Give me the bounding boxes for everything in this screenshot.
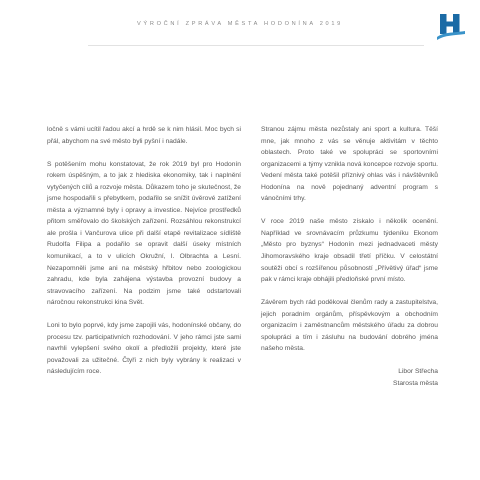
hodonin-h-logo-icon — [436, 12, 466, 42]
paragraph: Stranou zájmu města nezůstaly ani sport a kultura. Těší mne, jak mnoho z vás se věnuje aktivitám v těchto oblastech. Proto také ve spolupráci se sportovními organizacemi a týmy vznikla nová koncepce rozvoje sportu. Vedení města také potěšil příznivý ohlas vás i návštěvníků Hodonína na nově pojednaný adventní program s vánočními trhy. — [261, 126, 438, 203]
paragraph: Loni to bylo poprvé, kdy jsme zapojili vás, hodonínské občany, do procesu tzv. participativních rozhodování. V jeho rámci jste sami navrhli vylepšení svého okolí a předložili projekty, které jste považovali za užitečné. Čtyři z nich byly vybrány k realizaci v následujícím roce. — [47, 322, 241, 376]
signature-title: Starosta města — [393, 380, 438, 388]
right-column — [261, 124, 438, 390]
paragraph: S potěšením mohu konstatovat, že rok 2019 byl pro Hodonín rokem úspěšným, a to jak z hlediska ekonomiky, tak i naplnění vytyčených cílů a rozvoje města. Důkazem toho je skutečnost, že jsme hospodařili s přebytkem, podařilo se snížit úvěrové zatížení města a významné byly i opravy a investice. Nejvíce prostředků přitom směřovalo do školských zařízení. Rozsáhlou rekonstrukcí ale prošla i Vančurova ulice při další etapě revitalizace sídliště Rudolfa Filipa a podařilo se opravit další úseky místních komunikací, a to v ulicích Okružní, I. Olbrachta a Lesní. Nezapomněli jsme ani na městský hřbitov nebo zoologickou zahradu, kde byla zahájena výstavba provozní budovy a stravovacího zařízení. Na podzim jsme také odstartovali náročnou rekonstrukci kina Svět. — [47, 160, 241, 307]
report-title: VÝROČNÍ ZPRÁVA MĚSTA HODONÍNA 2019 — [137, 21, 343, 27]
signature-block — [261, 366, 438, 389]
left-column — [47, 124, 241, 390]
paragraph: Závěrem bych rád poděkoval členům rady a zastupitelstva, jejich poradním orgánům, příspěvkovým a obchodním organizacím i zaměstnancům městského úřadu za dobrou spolupráci a tím i zásluhu na budování dobrého jména našeho města. — [261, 299, 438, 353]
paragraph: V roce 2019 naše město získalo i několik ocenění. Například ve srovnávacím průzkumu týdeníku Ekonom „Město pro byznys“ Hodonín mezi jednadvaceti městy Jihomoravského kraje obsadil třetí příčku. V celostátní soutěži obcí s rozšířenou působností „Přívětivý úřad“ jsme pak v rámci kraje obhájili předloňské první místo. — [261, 218, 438, 284]
signature-name: Libor Střecha — [398, 368, 438, 376]
paragraph: ločně s vámi ucítil řadou akcí a hrdě se k nim hlásil. Moc bych si přál, abychom na své město byli pyšní i nadále. — [47, 126, 241, 145]
header-divider — [88, 45, 424, 46]
